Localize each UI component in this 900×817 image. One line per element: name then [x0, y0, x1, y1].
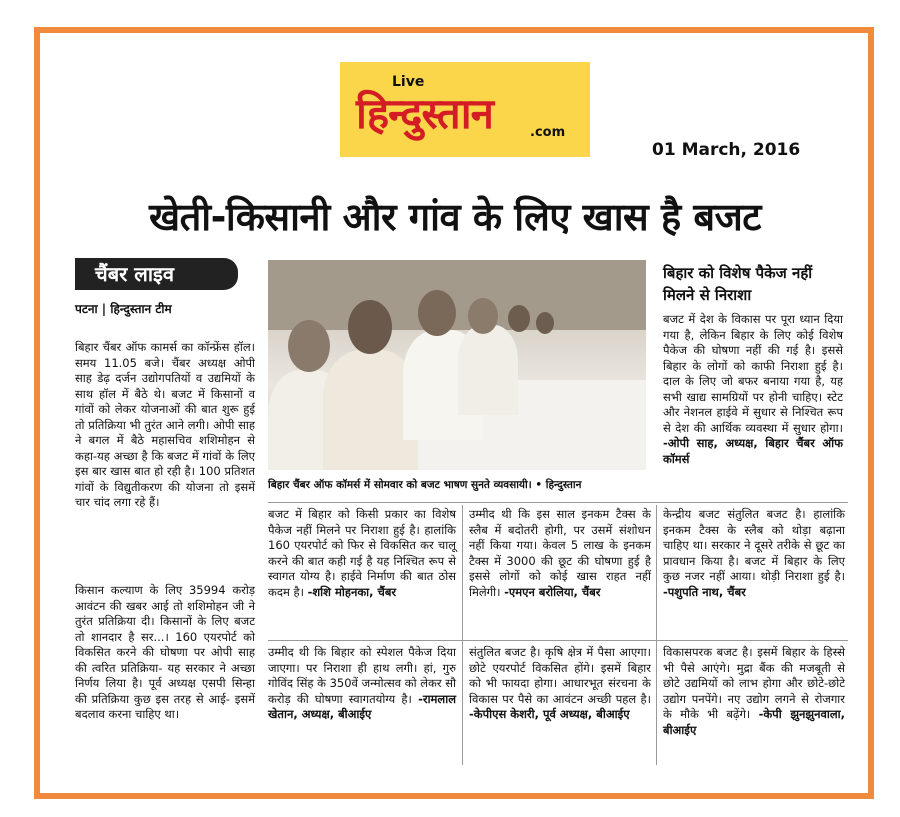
quote-text: केन्द्रीय बजट संतुलित बजट है। हालांकि इनकम टैक्स के स्लैब को थोड़ा बढ़ाना चाहिए था। सरकार ने दूसरे तरीके से छूट का प्रावधान किया है। बजट में बिहार के लिए कुछ नजर नहीं आया। थोड़ी निराशा हुई है।: [663, 507, 845, 583]
quote-author: -केपी झुनझुनवाला, बीआईए: [663, 707, 845, 737]
quote-text: संतुलित बजट है। कृषि क्षेत्र में पैसा आएगा। छोटे एयरपोर्ट विकसित होंगे। इसमें बिहार को भी फायदा होगा। आधारभूत संरचना के विकास पर पैसे का आवंटन अच्छी पहल है।: [469, 645, 651, 706]
quote-author: -पशुपति नाथ, चैंबर: [663, 584, 746, 599]
quote-block: [268, 645, 456, 723]
sidebar-text: [663, 312, 843, 467]
photo-person-head: [508, 305, 530, 332]
meeting-photo: [268, 260, 646, 470]
logo-live: Live: [392, 74, 425, 90]
sidebar-heading: बिहार को विशेष पैकेज नहीं मिलने से निराशा: [663, 264, 813, 304]
left-column-text-1: बिहार चैंबर ऑफ कामर्स का कॉन्फ्रेंस हॉल। समय 11.05 बजे। चैंबर अध्यक्ष ओपी साह डेढ़ दर्जन उद्योगपतियों व उद्यमियों के साथ हॉल में बैठे थे। बजट में किसानों व गांवों को लेकर योजनाओं की बात शुरू हुई तो प्रतिक्रिया भी तुरंत आने लगी। ओपी साह ने बगल में बैठे महासचिव शशिमोहन से कहा-यह अच्छा है कि बजट में गांवों के लिए इस बार खास बात हो रही है। 100 प्रतिशत गांवों के विद्युतीकरण की योजना तो इसमें चार चांद लगा रहे हैं।: [75, 340, 255, 509]
quote-block: [663, 645, 845, 738]
quote-author: -शशि मोहनका, चैंबर: [307, 584, 397, 599]
photo-person-head: [288, 320, 330, 372]
left-column-text-2: किसान कल्याण के लिए 35994 करोड़ आवंटन की खबर आई तो शशिमोहन जी ने तुरंत प्रतिक्रिया दी। किसानों के लिए बजट तो शानदार है सर...। 160 एयरपोर्ट को विकसित करने की घोषणा पर ओपी साह की त्वरित प्रतिक्रिया- यह सरकार ने अच्छा निर्णय लिया है। पूर्व अध्यक्ष एसपी सिन्हा की प्रतिक्रिया कुछ इस तरह से आई- इसमें बदलाव करना चाहिए था।: [75, 583, 255, 721]
quote-block: [469, 645, 651, 723]
logo-domain: .com: [530, 125, 566, 140]
quote-text: बजट में बिहार को किसी प्रकार का विशेष पैकेज नहीं मिलने पर निराशा हुई है। हालांकि 160 एयरपोर्ट को फिर से विकसित कर चालू करने की बात कही गई है यह निश्चित रूप से स्वागत योग्य है। हाईवे निर्माण की बात ठोस कदम है।: [268, 507, 456, 599]
quote-block: [663, 507, 845, 600]
divider: [462, 505, 463, 765]
newspaper-logo: [340, 62, 590, 157]
sidebar-quote: -ओपी साह, अध्यक्ष, बिहार चैंबर ऑफ कॉमर्स: [663, 436, 843, 466]
quote-author: -एमएन बरोलिया, चैंबर: [504, 584, 601, 599]
quote-author: -रामलाल खेतान, अध्यक्ष, बीआईए: [268, 691, 456, 721]
divider: [268, 640, 848, 641]
sidebar-body: बजट में देश के विकास पर पूरा ध्यान दिया गया है, लेकिन बिहार के लिए कोई विशेष पैकेज की घोषणा नहीं की गई है। इससे बिहार के लोगों को काफी निराशा हुई है। दाल के लिए जो बफर बनाया गया है, यह सभी खाद्य सामग्रियों पर होनी चाहिए। स्टेट और नेशनल हाईवे में सुधार से निश्चित रूप से देश की आर्थिक व्यवस्था में सुधार होगा।: [663, 312, 843, 435]
photo-wall: [268, 260, 646, 330]
quote-block: [268, 507, 456, 600]
quote-text: उम्मीद थी कि इस साल इनकम टैक्स के स्लैब में बदोतरी होगी, पर उसमें संशोधन नहीं किया गया। केवल 5 लाख के इनकम टैक्स में 3000 की छूट की घोषणा हुई है इससे लोगों को कोई खास राहत नहीं मिलेगी।: [469, 507, 651, 599]
section-badge: चैंबर लाइव: [75, 258, 238, 290]
headline: खेती-किसानी और गांव के लिए खास है बजट: [149, 195, 761, 239]
photo-person-head: [468, 298, 498, 334]
quote-text: विकासपरक बजट है। इसमें बिहार के हिस्से भी पैसे आएंगे। मुद्रा बैंक की मजबूती से छोटे उद्यमियों को लाभ होगा और छोटे-छोटे उद्योग पनपेंगे। नए उद्योग लगने से रोजगार के मौके भी बढ़ेंगे।: [663, 645, 845, 721]
photo-person-body: [458, 325, 518, 415]
photo-caption: बिहार चैंबर ऑफ कॉमर्स में सोमवार को बजट भाषण सुनते व्यवसायी। • हिन्दुस्तान: [268, 479, 582, 491]
quote-author: -केपीएस केशरी, पूर्व अध्यक्ष, बीआईए: [469, 707, 630, 721]
logo-name: हिन्दुस्तान: [356, 89, 493, 138]
divider: [656, 505, 657, 765]
divider: [268, 502, 848, 503]
photo-person-head: [418, 290, 456, 336]
byline: पटना | हिन्दुस्तान टीम: [75, 302, 172, 316]
quote-text: उम्मीद थी कि बिहार को स्पेशल पैकेज दिया जाएगा। पर निराशा ही हाथ लगी। हां, गुरु गोविंद सिंह के 350वें जन्मोत्सव को लेकर सौ करोड़ की घोषणा स्वागतयोग्य है।: [268, 645, 456, 706]
photo-person-head: [536, 312, 554, 334]
quote-block: [469, 507, 651, 600]
photo-person-head: [348, 300, 392, 354]
publication-date: 01 March, 2016: [652, 140, 801, 160]
